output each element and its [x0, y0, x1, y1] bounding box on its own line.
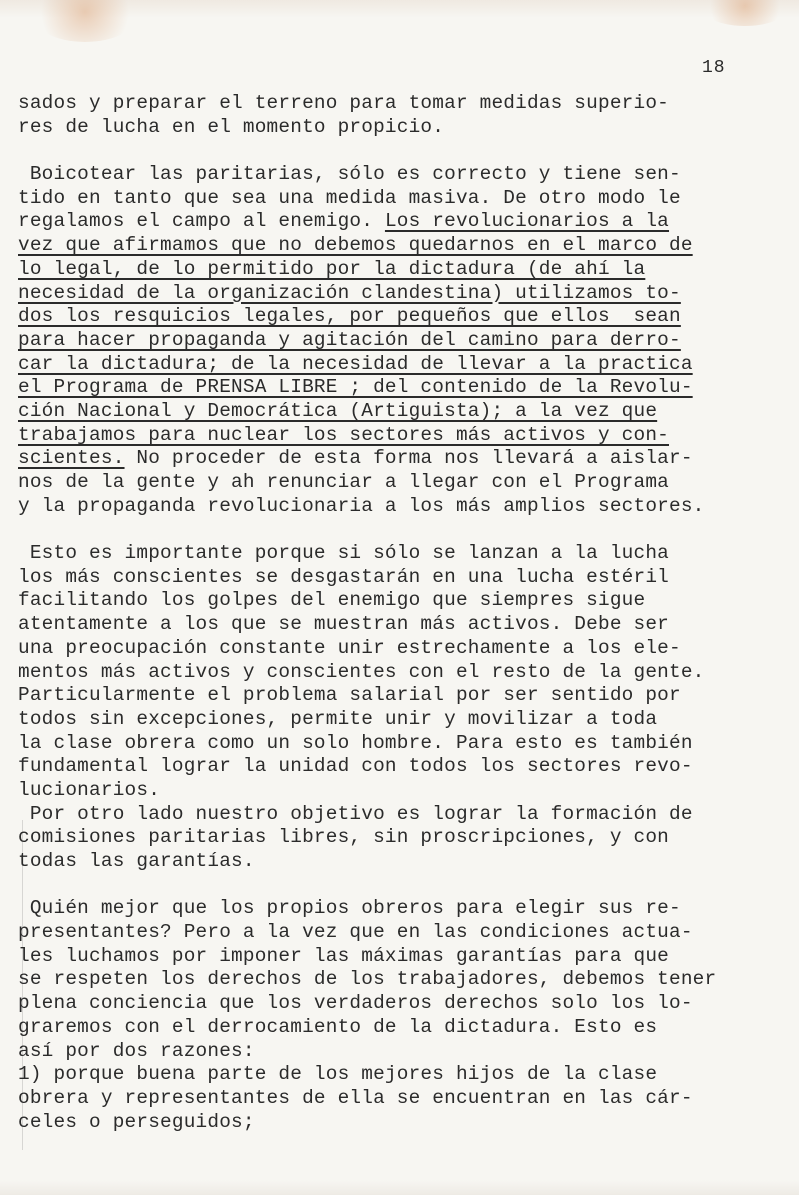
text-line — [18, 1040, 788, 1064]
paper-stain — [30, 0, 140, 42]
line-text: sados y preparar el terreno para tomar medidas superio- — [18, 92, 669, 114]
text-line — [18, 708, 788, 732]
text-line — [18, 921, 788, 945]
line-text: Quién mejor que los propios obreros para elegir sus re- — [18, 897, 681, 920]
text-line — [18, 566, 788, 590]
text-line — [18, 850, 788, 874]
line-text: fundamental lograr la unidad con todos los sectores revo- — [18, 755, 693, 778]
underlined-text: ción Nacional y Democrática (Artiguista); a la vez que — [18, 399, 658, 422]
line-text: Boicotear las paritarias, sólo es correcto y tiene sen- — [18, 163, 681, 186]
line-text: celes o perseguidos; — [18, 1110, 255, 1133]
line-text: facilitando los golpes del enemigo que siempres sigue — [18, 589, 646, 612]
text-line — [18, 1016, 788, 1040]
text-line — [18, 400, 788, 424]
text-line — [18, 661, 788, 685]
underlined-text: trabajamos para nuclear los sectores más activos y con- — [18, 423, 669, 446]
underlined-text: necesidad de la organización clandestina) utilizamos to- — [18, 281, 681, 304]
text-line — [18, 282, 788, 306]
text-line — [18, 684, 788, 708]
text-line — [18, 258, 788, 282]
line-text: lucionarios. — [18, 778, 161, 801]
underlined-text: vez que afirmamos que no debemos quedarnos en el marco de — [18, 234, 693, 257]
underlined-text: dos los resquicios legales, por pequeños que ellos sean — [18, 305, 681, 328]
text-line — [18, 826, 788, 850]
text-line — [18, 1063, 788, 1087]
line-text: la clase obrera como un solo hombre. Para esto es también — [18, 731, 693, 754]
text-line — [18, 1087, 788, 1111]
text-line — [18, 779, 788, 803]
text-line — [18, 305, 788, 329]
paragraph-gap — [18, 139, 788, 163]
line-text: les luchamos por imponer las máximas garantías para que — [18, 944, 669, 967]
line-text: y la propaganda revolucionaria a los más amplios sectores. — [18, 494, 705, 517]
text-line — [18, 210, 788, 234]
underlined-text: para hacer propaganda y agitación del camino para derro- — [18, 328, 681, 351]
underlined-text: Los revolucionarios a la — [384, 210, 670, 233]
text-line — [18, 897, 788, 921]
text-line — [18, 329, 788, 353]
text-line — [18, 471, 788, 495]
line-text: 1) porque buena parte de los mejores hijos de la clase — [18, 1063, 658, 1086]
paragraph-gap — [18, 518, 788, 542]
text-line — [18, 376, 788, 400]
text-line — [18, 187, 788, 211]
text-line — [18, 732, 788, 756]
typewritten-text — [18, 92, 788, 1134]
line-text: graremos con el derrocamiento de la dictadura. Esto es — [18, 1015, 658, 1038]
line-text: así por dos razones: — [18, 1039, 255, 1062]
text-line — [18, 116, 788, 140]
line-text: todas las garantías. — [18, 850, 255, 872]
text-line — [18, 447, 788, 471]
text-line — [18, 613, 788, 637]
line-text: todos sin excepciones, permite unir y movilizar a toda — [18, 707, 658, 730]
line-text: Por otro lado nuestro objetivo es lograr la formación de — [18, 802, 693, 825]
text-line — [18, 495, 788, 519]
text-line — [18, 589, 788, 613]
line-text: atentamente a los que se muestran más activos. Debe ser — [18, 613, 669, 636]
line-text: los más conscientes se desgastarán en una lucha estéril — [18, 565, 669, 588]
line-text: presentantes? Pero a la vez que en las condiciones actua- — [18, 921, 693, 944]
line-text: tido en tanto que sea una medida masiva. De otro modo le — [18, 186, 681, 209]
line-text: Esto es importante porque si sólo se lanzan a la lucha — [18, 542, 669, 565]
paragraph-gap — [18, 874, 788, 898]
line-text: regalamos el campo al enemigo. — [18, 210, 385, 233]
underlined-text: scientes. — [18, 447, 125, 470]
line-text: res de lucha en el momento propicio. — [18, 115, 445, 138]
line-text: Particularmente el problema salarial por ser sentido por — [18, 684, 681, 707]
line-text: una preocupación constante unir estrechamente a los ele- — [18, 636, 681, 659]
text-line — [18, 424, 788, 448]
text-line — [18, 234, 788, 258]
line-text: comisiones paritarias libres, sin proscripciones, y con — [18, 826, 669, 849]
text-line — [18, 1111, 788, 1135]
text-line — [18, 353, 788, 377]
paper-stain — [700, 0, 790, 26]
text-line — [18, 755, 788, 779]
underlined-text: el Programa de PRENSA LIBRE ; del contenido de la Revolu- — [18, 376, 693, 399]
line-text: se respeten los derechos de los trabajadores, debemos tener — [18, 968, 717, 991]
text-line — [18, 992, 788, 1016]
line-text: No proceder de esta forma nos llevará a aislar- — [124, 447, 693, 470]
text-line — [18, 803, 788, 827]
underlined-text: lo legal, de lo permitido por la dictadura (de ahí la — [18, 257, 646, 280]
text-line — [18, 542, 788, 566]
text-line — [18, 945, 788, 969]
line-text: plena conciencia que los verdaderos derechos solo los lo- — [18, 992, 693, 1015]
text-line — [18, 92, 788, 116]
page-number: 18 — [702, 58, 726, 78]
line-text: obrera y representantes de ella se encuentran en las cár- — [18, 1086, 693, 1109]
underlined-text: car la dictadura; de la necesidad de llevar a la practica — [18, 352, 693, 375]
line-text: nos de la gente y ah renunciar a llegar con el Programa — [18, 471, 669, 493]
text-line — [18, 163, 788, 187]
text-line — [18, 637, 788, 661]
line-text: mentos más activos y conscientes con el resto de la gente. — [18, 660, 705, 683]
text-line — [18, 968, 788, 992]
